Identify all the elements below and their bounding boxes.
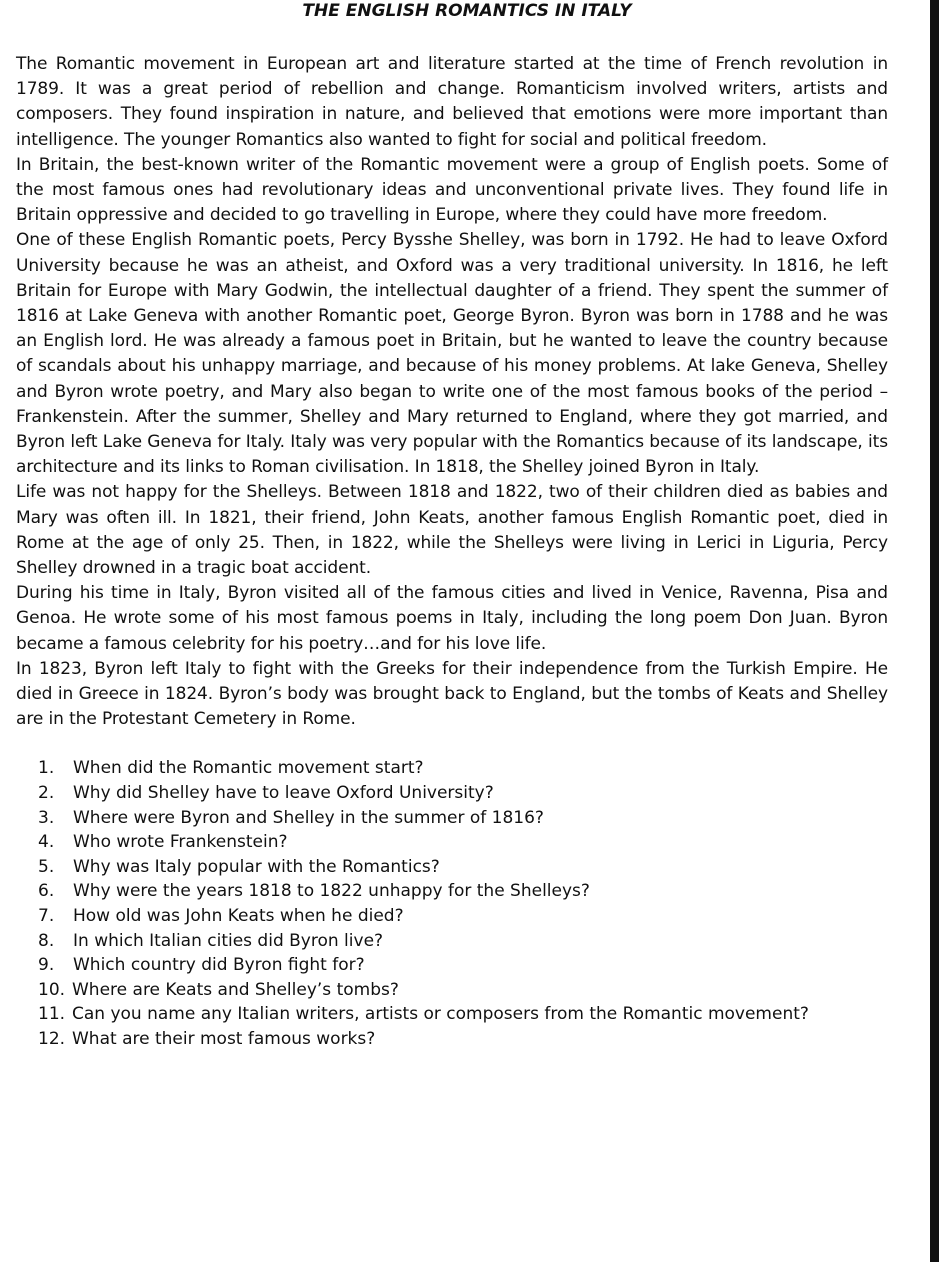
question-text: Why was Italy popular with the Romantics? [73, 856, 440, 877]
question-number: 2. [38, 783, 55, 804]
question-number: 10. [38, 979, 66, 1000]
document-title: THE ENGLISH ROMANTICS IN ITALY [302, 1, 632, 21]
question-item [38, 929, 888, 954]
question-text: Who wrote Frankenstein? [73, 832, 288, 853]
question-item [38, 756, 888, 781]
paragraph: During his time in Italy, Byron visited all of the famous cities and lived in Venice, Ravenna, Pisa and Genoa. He wrote some of his most famous poems in Italy, including the long poem Don Juan. Byron became a famous celebrity for his poetry…and for his love life. [16, 583, 888, 654]
paragraph: In 1823, Byron left Italy to fight with the Greeks for their independence from the Turkish Empire. He died in Greece in 1824. Byron’s body was brought back to England, but the tombs of Keats and Shelley are in the Protestant Cemetery in Rome. [16, 658, 888, 730]
question-number: 1. [38, 758, 55, 779]
question-item [38, 904, 888, 929]
question-text: In which Italian cities did Byron live? [73, 930, 384, 951]
question-number: 7. [38, 906, 55, 927]
question-number: 5. [38, 856, 55, 877]
question-text: Where are Keats and Shelley’s tombs? [72, 979, 399, 1000]
question-text: What are their most famous works? [72, 1029, 376, 1050]
question-item [38, 830, 888, 855]
question-item [38, 855, 888, 880]
question-number: 3. [38, 807, 55, 828]
question-item [38, 879, 888, 904]
question-number: 11. [38, 1004, 66, 1025]
question-text: Which country did Byron fight for? [73, 955, 365, 976]
question-item [38, 1002, 888, 1027]
question-number: 9. [38, 955, 55, 976]
question-text: Can you name any Italian writers, artists or composers from the Romantic movement? [72, 1004, 809, 1025]
question-item [38, 1027, 888, 1052]
page-edge-bar [930, 0, 939, 1262]
paragraph: One of these English Romantic poets, Percy Bysshe Shelley, was born in 1792. He had to leave Oxford University because he was an atheist, and Oxford was a very traditional university. In 1816, he left Britain for Europe with Mary Godwin, the intellectual daughter of a friend. They spent the summer of 1816 at Lake Geneva with another Romantic poet, George Byron. Byron was born in 1788 and he was an English lord. He was already a famous poet in Britain, but he wanted to leave the country because of scandals about his unhappy marriage, and because of his money problems. At lake Geneva, Shelley and Byron wrote poetry, and Mary also began to write one of the most famous books of the period – Frankenstein. After the summer, Shelley and Mary returned to England, where they got married, and Byron left Lake Geneva for Italy. Italy was very popular with the Romantics because of its landscape, its architecture and its links to Roman civilisation. In 1818, the Shelley joined Byron in Italy. [16, 230, 888, 478]
paragraph: Life was not happy for the Shelleys. Between 1818 and 1822, two of their children died as babies and Mary was often ill. In 1821, their friend, John Keats, another famous English Romantic poet, died in Rome at the age of only 25. Then, in 1822, while the Shelleys were living in Lerici in Liguria, Percy Shelley drowned in a tragic boat accident. [16, 482, 888, 579]
question-item [38, 806, 888, 831]
question-text: Why were the years 1818 to 1822 unhappy for the Shelleys? [73, 881, 590, 902]
question-number: 4. [38, 832, 55, 853]
question-list [16, 756, 888, 1051]
question-number: 6. [38, 881, 55, 902]
question-number: 8. [38, 930, 55, 951]
paragraph: The Romantic movement in European art and literature started at the time of French revolution in 1789. It was a great period of rebellion and change. Romanticism involved writers, artists and composers. They found inspiration in nature, and believed that emotions were more important than intelligence. The younger Romantics also wanted to fight for social and political freedom. [16, 54, 888, 150]
question-item [38, 953, 888, 978]
question-item [38, 978, 888, 1003]
question-text: Where were Byron and Shelley in the summer of 1816? [73, 807, 544, 828]
question-number: 12. [38, 1029, 66, 1050]
question-text: Why did Shelley have to leave Oxford University? [73, 783, 494, 804]
paragraph: In Britain, the best-known writer of the Romantic movement were a group of English poets. Some of the most famous ones had revolutionary ideas and unconventional private lives. They found life in Britain oppressive and decided to go travelling in Europe, where they could have more freedom. [16, 154, 888, 226]
question-item [38, 781, 888, 806]
question-text: How old was John Keats when he died? [73, 906, 404, 927]
article-body [16, 52, 888, 732]
question-text: When did the Romantic movement start? [73, 758, 424, 779]
